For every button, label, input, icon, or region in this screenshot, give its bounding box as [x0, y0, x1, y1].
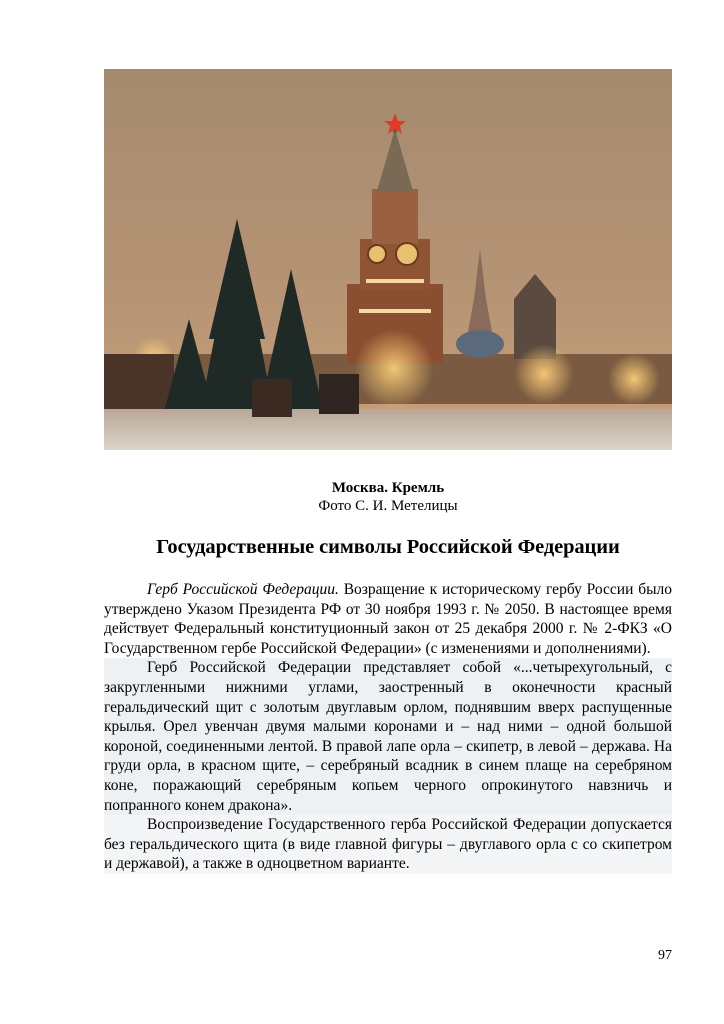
- page-number: 97: [658, 948, 672, 963]
- light-glow: [608, 353, 660, 405]
- paragraph-coat-of-arms-description: Герб Российской Федерации представляет собой «...четырехугольный, с закругленными нижними углами, заостренный в оконечности красный геральдический щит с золотым двуглавым орлом, поднявшим вверх распущенные крылья. Орел увенчан двумя малыми коронами и – над ними – одной большой короной, соединенными лентой. В правой лапе орла – скипетр, в левой – держава. На груди орла, в красном щите, – серебряный всадник в синем плаще на серебряном коне, поражающий серебряным копьем черного опрокинутого навзничь и попранного конем дракона».: [104, 659, 672, 814]
- light-glow: [514, 344, 574, 404]
- left-building: [104, 354, 174, 414]
- paragraph-reproduction: Воспроизведение Государственного герба Российской Федерации допускается без геральдического щита (в виде главной фигуры – двуглавого орла с со скипетром и державой), а также в одноцветном варианте.: [104, 816, 672, 873]
- kremlin-photo: [104, 69, 672, 450]
- paragraph-coat-of-arms-law: [104, 580, 672, 658]
- kiosk: [319, 374, 359, 414]
- paragraph-lead: Герб Российской Федерации.: [147, 581, 339, 598]
- photo-caption-title: Москва. Кремль: [331, 480, 445, 496]
- paragraph-text: Возращение к историческому гербу России было утверждено Указом Президента РФ от 30 ноября 1993 г. № 2050. В настоящее время действует Федеральный конституционный закон от 25 декабря 2000 г. № 2-ФКЗ «О Государственном гербе Российской Федерации» (с изменениями и дополнениями).: [104, 581, 672, 657]
- section-heading: Государственные символы Российской Федерации: [156, 536, 620, 558]
- light-glow: [354, 329, 434, 409]
- body-text: [104, 580, 672, 874]
- snowy-ground: [104, 409, 672, 450]
- photo-credit: Фото С. И. Метелицы: [318, 498, 458, 514]
- kiosk: [252, 379, 292, 417]
